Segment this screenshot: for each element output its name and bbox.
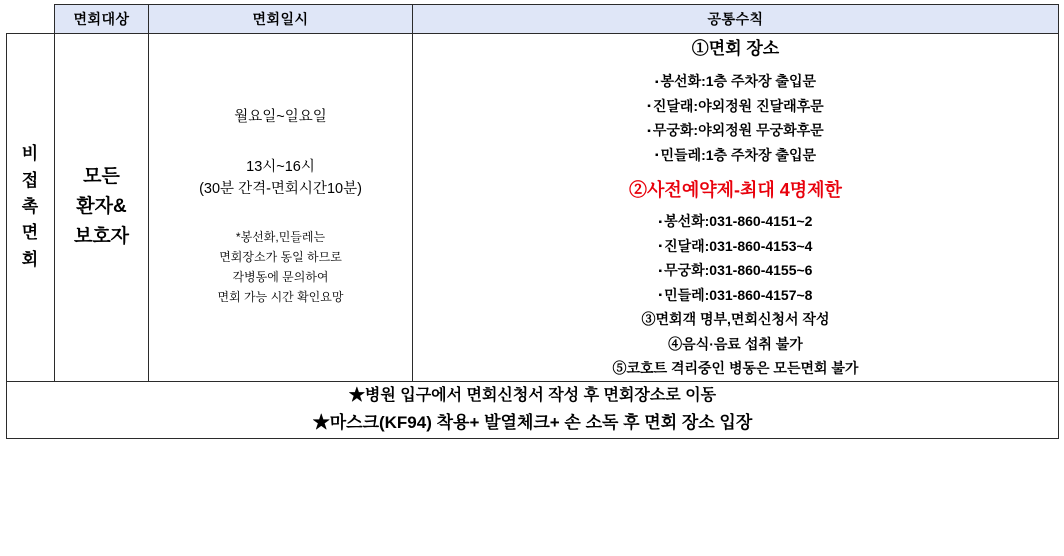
rules-content	[413, 34, 1058, 381]
schedule-note-2: 면회장소가 동일 하므로	[219, 250, 342, 265]
schedule-note-3: 각병동에 문의하여	[232, 269, 329, 284]
rules-place-text: 진달래:야외정원 진달래후문	[652, 97, 824, 114]
schedule-note-4: 면회 가능 시간 확인요망	[217, 289, 344, 304]
header-schedule: 면회일시	[149, 5, 413, 34]
rules-tail-item-1: ③면회객 명부,면회신청서 작성	[641, 311, 830, 327]
header-rules: 공통수칙	[413, 5, 1059, 34]
vertical-char-2: 접	[21, 170, 40, 190]
rules-place-title: ①면회 장소	[691, 39, 780, 58]
rules-place-text: 봉선화:1층 주차장 출입문	[660, 73, 816, 89]
schedule-spacer-2	[149, 200, 412, 228]
target-line-1: 모든	[83, 165, 120, 187]
rules-phone-text: 무궁화:031-860-4155~6	[664, 262, 813, 278]
rules-place-item	[413, 118, 1058, 143]
rules-phone-text: 민들레:031-860-4157~8	[664, 286, 813, 303]
schedule-spacer-1	[149, 129, 412, 157]
header-blank	[7, 5, 55, 34]
bullet-icon: ▪	[654, 76, 659, 88]
visit-schedule-cell	[149, 34, 413, 382]
footer-line-1: ★병원 입구에서 면회신청서 작성 후 면회장소로 이동	[348, 386, 717, 404]
table-header-row	[7, 5, 1059, 34]
target-line-3: 보호자	[73, 226, 130, 248]
common-rules-cell	[413, 34, 1059, 382]
rules-phone-item	[413, 283, 1058, 308]
vertical-char-4: 면	[21, 223, 40, 243]
bullet-icon: ▪	[647, 125, 651, 137]
footer-cell	[7, 381, 1059, 438]
bullet-icon: ▪	[658, 216, 663, 228]
bullet-icon: ▪	[647, 101, 651, 113]
rules-reservation-highlight: ②사전예약제-최대 4명제한	[629, 180, 842, 200]
rules-phone-item	[413, 234, 1058, 259]
rules-phone-text: 진달래:031-860-4153~4	[664, 237, 813, 254]
footer-line-2: ★마스크(KF94) 착용+ 발열체크+ 손 소독 후 면회 장소 입장	[312, 412, 753, 432]
visitation-table	[6, 4, 1059, 439]
vertical-title-text	[7, 141, 54, 273]
rules-place-item	[413, 143, 1058, 168]
target-line-2: 환자&	[76, 196, 127, 218]
schedule-days: 월요일~일요일	[234, 109, 327, 126]
rules-place-text: 무궁화:야외정원 무궁화후문	[652, 122, 824, 138]
vertical-title-cell	[7, 34, 55, 382]
schedule-note-1: *봉선화,민들레는	[235, 230, 326, 245]
bullet-icon: ▪	[654, 150, 659, 162]
rules-tail-item-3: ⑤코호트 격리중인 병동은 모든면회 불가	[612, 360, 859, 376]
visit-target-cell	[55, 34, 149, 382]
rules-phone-item	[413, 258, 1058, 283]
rules-phone-list	[413, 209, 1058, 307]
vertical-char-3: 촉	[21, 197, 40, 217]
rules-tail-item-2: ④음식·음료 섭취 불가	[668, 335, 803, 352]
table-row	[7, 34, 1059, 382]
bullet-icon: ▪	[658, 265, 663, 277]
vertical-char-5: 회	[21, 249, 40, 269]
bullet-icon: ▪	[658, 290, 663, 302]
schedule-time: 13시~16시	[246, 158, 315, 175]
footer-row	[7, 381, 1059, 438]
schedule-interval: (30분 간격-면회시간10분)	[199, 180, 362, 197]
rules-phone-text: 봉선화:031-860-4151~2	[664, 213, 813, 229]
vertical-char-1: 비	[21, 144, 40, 164]
rules-place-item	[413, 69, 1058, 94]
rules-phone-item	[413, 209, 1058, 234]
bullet-icon: ▪	[658, 241, 663, 253]
rules-place-text: 민들레:1층 주차장 출입문	[660, 146, 816, 163]
header-target: 면회대상	[55, 5, 149, 34]
rules-place-item	[413, 94, 1058, 119]
